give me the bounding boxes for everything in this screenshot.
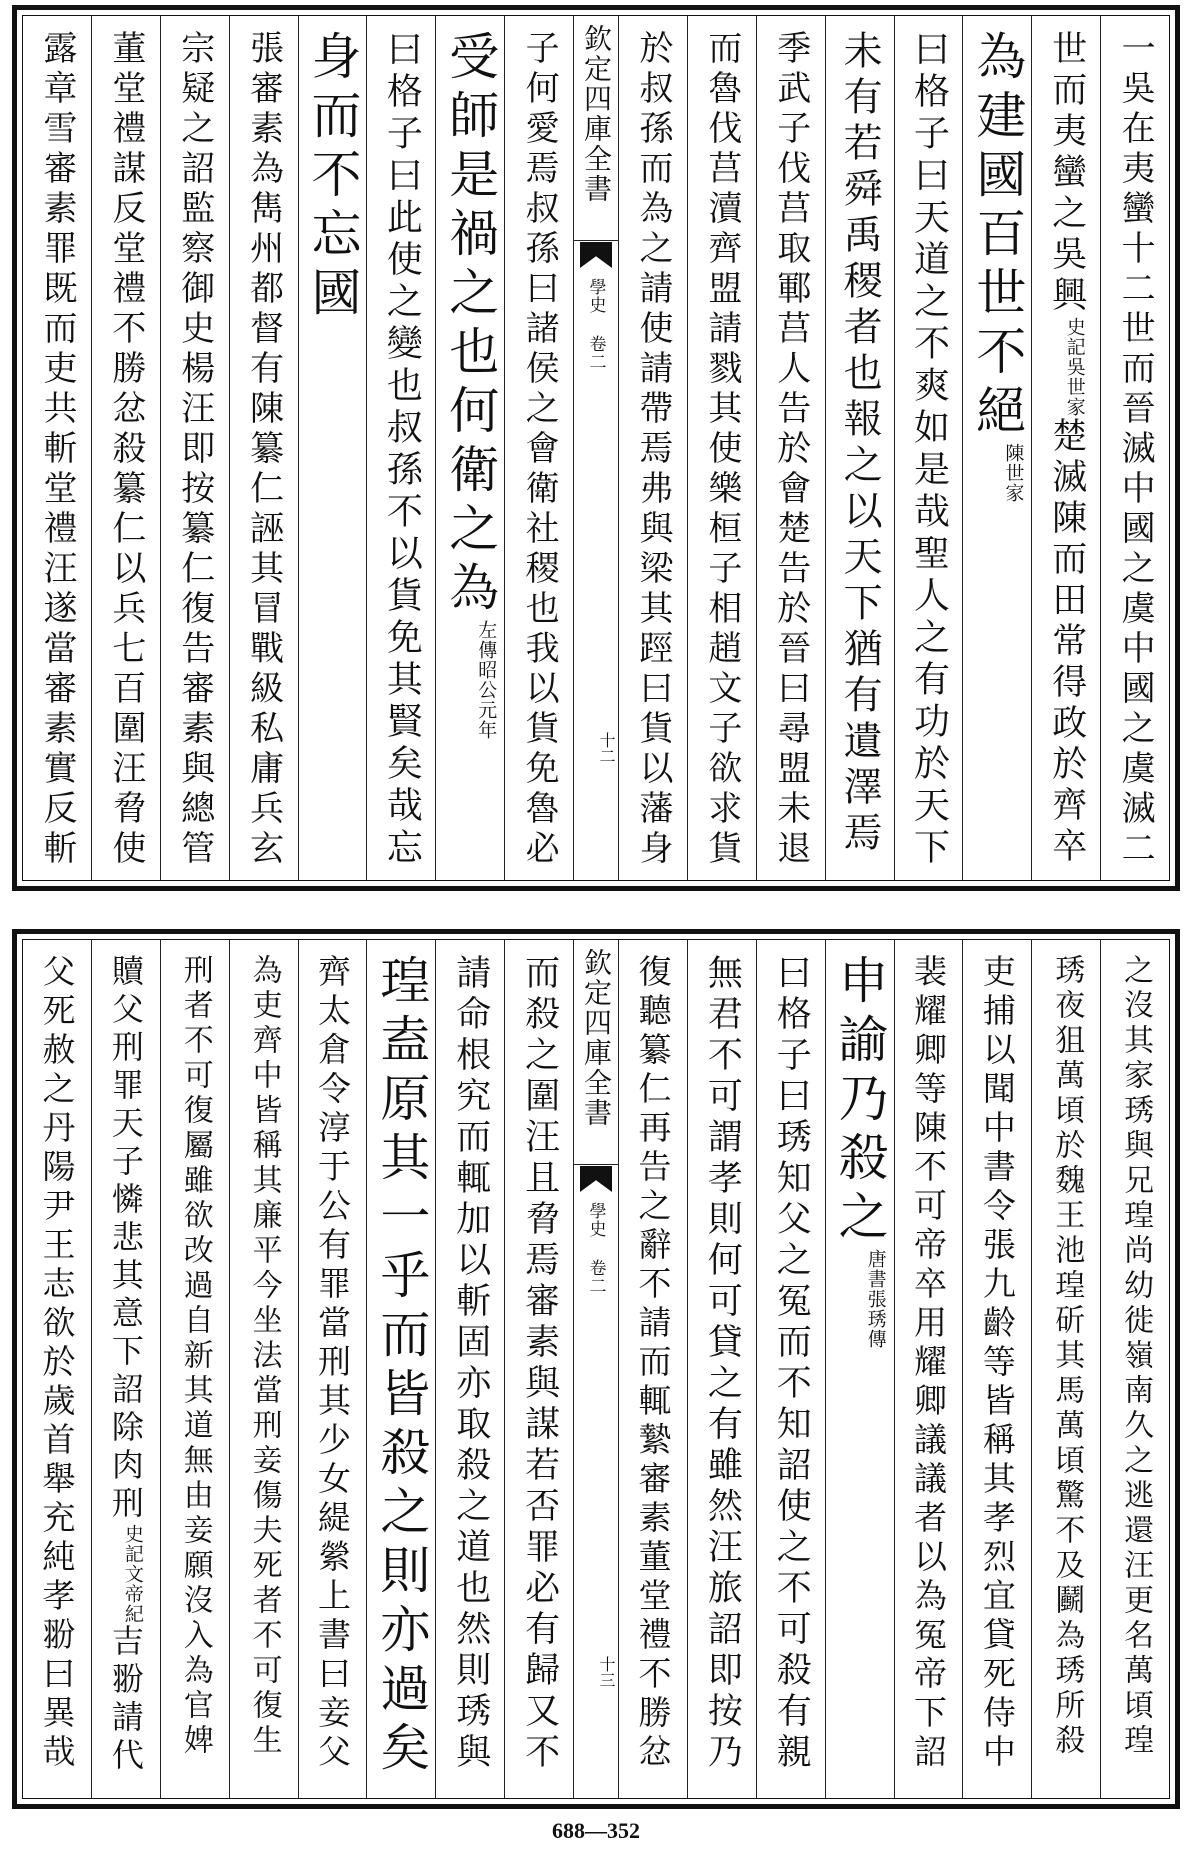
folio-number: 十二 <box>597 732 616 764</box>
text-column <box>366 940 435 1798</box>
main-text: 父死赦之丹陽尹王志欲於歲首舉充純孝翂曰異哉 <box>37 954 77 1773</box>
column-text <box>303 30 362 325</box>
spine-volume <box>574 278 618 371</box>
text-column <box>825 940 894 1798</box>
main-text: 無君不可謂孝則何可貸之有雖然汪旅詔即按乃 <box>702 954 743 1774</box>
main-text: 張審素為雋州都督有陳纂仁誣其冒戰級私庸兵玄 <box>243 30 284 870</box>
volume-label: 學史 卷二 <box>585 278 606 371</box>
text-column <box>91 940 160 1798</box>
column-text <box>1118 954 1154 1759</box>
main-text: 齊太倉令淳于公有罪當刑其少女緹縈上書曰妾父 <box>312 954 352 1773</box>
text-column <box>435 940 504 1798</box>
spine-title <box>574 948 618 1165</box>
column-text <box>243 30 284 870</box>
main-text: 宗疑之詔監察御史楊汪即按纂仁復告審素與總管 <box>174 30 215 870</box>
text-column <box>687 940 756 1798</box>
main-text: 請命根究而輒加以斬固亦取殺之道也然則琇與 <box>450 954 491 1774</box>
column-text <box>519 30 560 870</box>
main-text: 曰格子曰琇知父之冤而不知詔使之不可殺有親 <box>771 954 812 1774</box>
main-text: 露章雪審素罪既而吏共斬堂禮汪遂當審素實反斬 <box>36 30 77 870</box>
column-text <box>837 30 883 858</box>
main-text: 子何愛焉叔孫曰諸侯之會衛社稷也我以貨免魯必 <box>519 30 560 870</box>
column-text <box>36 30 77 870</box>
main-text-continued: 吉翂請代 <box>106 1624 145 1776</box>
source-note: 史記吳世家 <box>1063 317 1086 417</box>
column-text <box>450 954 491 1774</box>
main-text: 而魯伐莒瀆齊盟請戮其使樂桓子相趙文子欲求貨 <box>701 30 742 870</box>
column-text <box>441 30 500 740</box>
column-text <box>968 30 1027 503</box>
main-text: 為建國百世不絕 <box>968 30 1027 443</box>
text-column <box>1100 16 1169 880</box>
column-text <box>106 954 145 1776</box>
text-column <box>1031 940 1100 1798</box>
column-text <box>632 30 673 870</box>
text-column <box>1100 940 1169 1798</box>
main-text: 為吏齊中皆稱其廉平今坐法當刑妾傷夫死者不可復生 <box>246 954 282 1759</box>
upper-page-frame <box>22 15 1170 881</box>
text-column <box>962 16 1031 880</box>
main-text: 身而不忘國 <box>303 30 362 325</box>
main-text: 董堂禮謀反堂禮不勝忿殺纂仁以兵七百圍汪脅使 <box>105 30 146 870</box>
text-column <box>825 16 894 880</box>
column-text <box>372 954 431 1780</box>
main-text: 復聽纂仁再告之辭不請而輒縶審素董堂禮不勝忿 <box>633 954 673 1773</box>
main-text: 季武子伐莒取鄆莒人告於會楚告於晉曰尋盟未退 <box>770 30 811 870</box>
text-column <box>504 940 573 1798</box>
column-text <box>702 954 743 1774</box>
text-column <box>618 16 687 880</box>
center-spine <box>573 940 618 1798</box>
main-text: 受師是禍之也何衛之為 <box>441 30 500 620</box>
column-text <box>908 954 948 1773</box>
text-column <box>894 940 963 1798</box>
main-text: 裴耀卿等陳不可帝卒用耀卿議議者以為冤帝下詔 <box>908 954 948 1773</box>
page-number: 688—352 <box>552 1818 640 1843</box>
upper-page <box>12 5 1180 891</box>
column-text <box>381 30 423 870</box>
text-column <box>23 940 91 1798</box>
column-text <box>1046 30 1087 868</box>
text-column <box>435 16 504 880</box>
main-text: 曰格子曰此使之變也叔孫不以貨免其賢矣哉忘 <box>381 30 423 870</box>
column-text <box>177 954 213 1759</box>
text-column <box>160 940 229 1798</box>
book-title: 欽定四庫全書 <box>580 24 613 204</box>
column-text <box>174 30 215 870</box>
column-text <box>1115 30 1156 870</box>
column-text <box>105 30 146 870</box>
column-text <box>771 954 812 1774</box>
fish-tail-mark <box>580 242 612 268</box>
column-text <box>633 954 673 1773</box>
text-column <box>504 16 573 880</box>
spine-title <box>574 24 618 241</box>
lower-page-columns <box>23 940 1169 1798</box>
text-column <box>23 16 91 880</box>
main-text: 而殺之圍汪且脅焉審素與謀若否罪必有歸又不 <box>519 954 560 1774</box>
column-text <box>770 30 811 870</box>
text-column <box>91 16 160 880</box>
fish-tail-mark <box>580 1166 612 1192</box>
main-text: 於叔孫而為之請使請帶焉弗與梁其踁曰貨以藩身 <box>632 30 673 870</box>
volume-label: 學史 卷二 <box>585 1202 606 1295</box>
main-text: 之沒其家琇與兄瑝尚幼徙嶺南久之逃還汪更名萬頃瑝 <box>1118 954 1154 1759</box>
text-column <box>229 16 298 880</box>
main-text: 瑝盍原其一乎而皆殺之則亦過矣 <box>372 954 431 1780</box>
text-column <box>894 16 963 880</box>
column-text <box>1049 954 1085 1759</box>
source-note: 陳世家 <box>1002 443 1025 503</box>
upper-page-columns <box>23 16 1169 880</box>
text-column <box>1031 16 1100 880</box>
center-spine <box>573 16 618 880</box>
spine-volume <box>574 1202 618 1295</box>
text-column <box>756 940 825 1798</box>
main-text: 贖父刑罪天子憐悲其意下詔除肉刑 <box>106 954 145 1524</box>
main-text: 曰格子曰天道之不爽如是哉聖人之有功於天下 <box>908 30 950 870</box>
main-text: 未有若舜禹稷者也報之以天下猶有遺澤焉 <box>837 30 883 858</box>
lower-page <box>12 929 1180 1809</box>
column-text <box>830 954 889 1349</box>
main-text: 一吳在夷蠻十二世而晉滅中國之虞中國之虞滅二 <box>1115 30 1156 870</box>
folio-number: 十三 <box>597 1656 616 1688</box>
text-column <box>298 16 367 880</box>
main-text: 琇夜狙萬頃於魏王池瑝斫其馬萬頃驚不及鬬為琇所殺 <box>1049 954 1085 1759</box>
column-text <box>519 954 560 1774</box>
text-column <box>962 940 1031 1798</box>
column-text <box>246 954 282 1759</box>
main-text: 刑者不可復屬雖欲改過自新其道無由妾願沒入為官婢 <box>177 954 213 1759</box>
text-column <box>756 16 825 880</box>
main-text: 世而夷蠻之吳興 <box>1046 30 1087 317</box>
lower-page-frame <box>22 939 1170 1799</box>
column-text <box>701 30 742 870</box>
text-column <box>687 16 756 880</box>
main-text: 申諭乃殺之 <box>830 954 889 1249</box>
text-column <box>229 940 298 1798</box>
main-text-continued: 楚滅陳而田常得政於齊卒 <box>1046 417 1087 868</box>
source-note: 左傳昭公元年 <box>475 620 498 740</box>
column-text <box>977 954 1017 1773</box>
text-column <box>298 940 367 1798</box>
column-text <box>37 954 77 1773</box>
text-column <box>366 16 435 880</box>
source-note: 史記文帝紀 <box>121 1524 144 1624</box>
text-column <box>160 16 229 880</box>
main-text: 吏捕以聞中書令張九齡等皆稱其孝烈宜貸死侍中 <box>977 954 1017 1773</box>
text-column <box>618 940 687 1798</box>
book-title: 欽定四庫全書 <box>580 948 613 1128</box>
column-text <box>312 954 352 1773</box>
column-text <box>908 30 950 870</box>
source-note: 唐書張琇傳 <box>864 1249 887 1349</box>
